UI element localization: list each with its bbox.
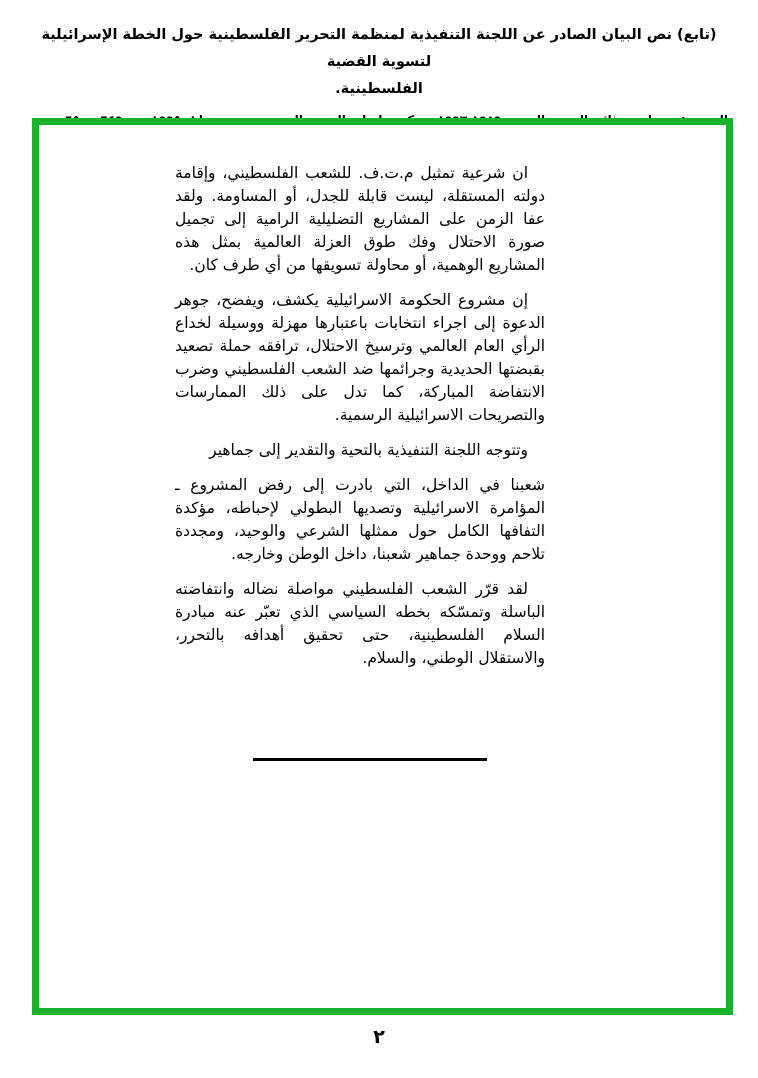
- body-paragraph-4: شعبنا في الداخل، التي بادرت إلى رفض المشروع ـ المؤامرة الاسرائيلية وتصديها البطولي لإحباطه، مؤكدة التفافها الكامل حول ممثلها الشرعي والوحيد، ومجددة تلاحم ووحدة جماهير شعبنا، داخل الوطن وخارجه.: [175, 476, 545, 563]
- document-title-line1: (تابع) نص البيان الصادر عن اللجنة التنفيذية لمنظمة التحرير الفلسطينية حول الخطة الإسرائيلية لتسوية القضية: [41, 27, 717, 70]
- page-header: [30, 22, 728, 129]
- body-paragraph-1: ان شرعية تمثيل م.ت.ف. للشعب الفلسطيني، وإقامة دولته المستقلة، ليست قابلة للجدل، أو المساومة. ولقد عفا الزمن على المشاريع التضليلية الرامية إلى تجميل صورة الاحتلال وفك طوق العزلة العالمية بمثل هذه المشاريع الوهمية، أو محاولة تسويقها من أي طرف كان.: [175, 164, 545, 274]
- section-divider: [253, 758, 487, 761]
- document-body: [175, 162, 545, 761]
- body-paragraph-2: إن مشروع الحكومة الاسرائيلية يكشف، ويفضح، جوهر الدعوة إلى اجراء انتخابات باعتبارها مهزلة ووسيلة لخداع الرأي العام العالمي وترسيخ الاحتلال، ترافقه حملة تصعيد بقبضتها الحديدية وجرائمها ضد الشعب الفلسطيني وضرب الانتفاضة المباركة، كما تدل على ذلك الممارسات والتصريحات الاسرائيلية الرسمية.: [175, 291, 545, 424]
- page-number: ٢: [373, 1026, 385, 1048]
- body-paragraph-3: وتتوجه اللجنة التنفيذية بالتحية والتقدير إلى جماهير: [209, 441, 528, 459]
- body-paragraph-5: لقد قرّر الشعب الفلسطيني مواصلة نضاله وانتفاضته الباسلة وتمسّكه بخطه السياسي الذي تعبّر عنه مبادرة السلام الفلسطينية، حتى تحقيق أهدافه بالتحرر، والاستقلال الوطني، والسلام.: [175, 580, 545, 667]
- document-frame: [32, 118, 733, 1015]
- document-title-line2: الفلسطينية.: [335, 81, 423, 97]
